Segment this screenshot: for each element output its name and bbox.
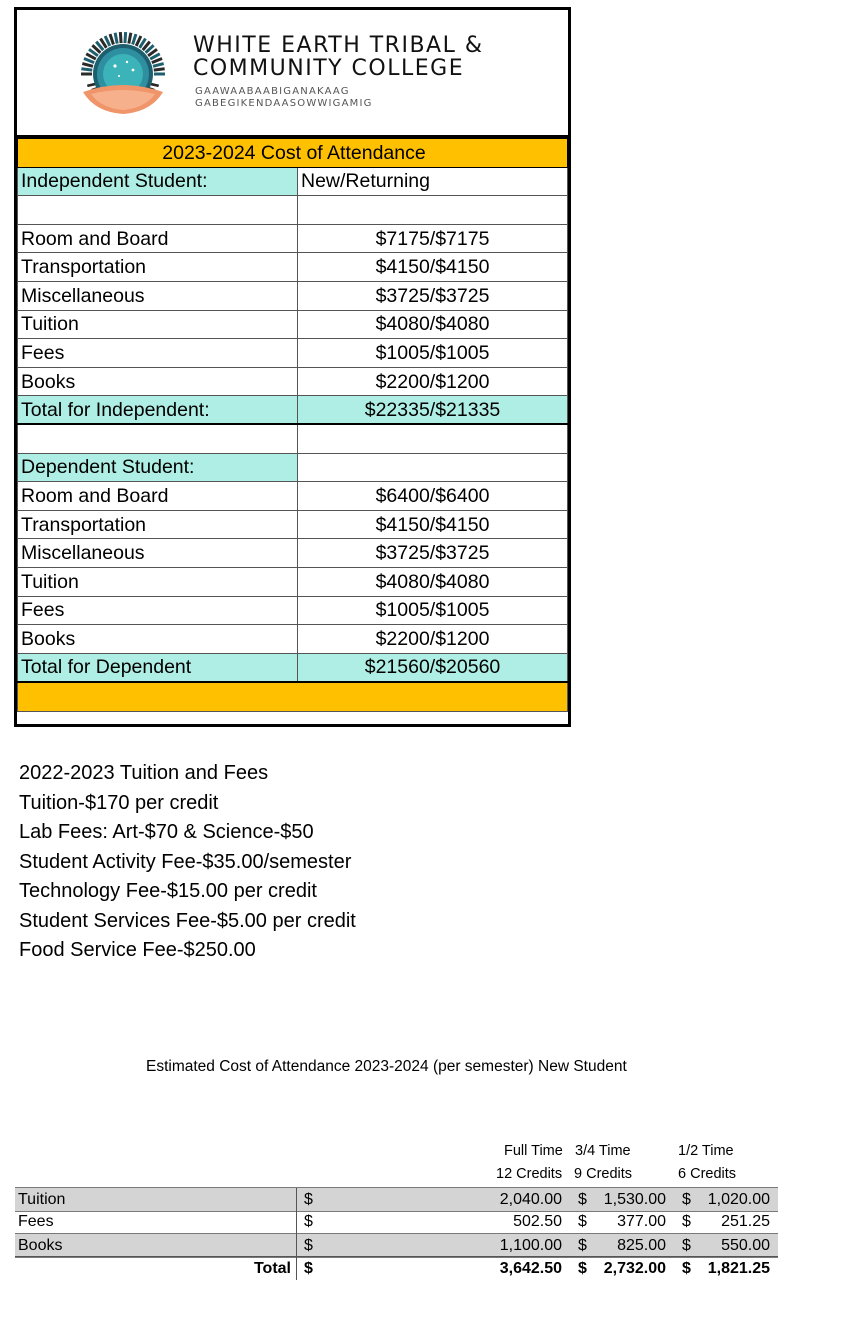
table-row <box>18 339 568 368</box>
table-row <box>18 596 568 625</box>
college-name-line1: WHITE EARTH TRIBAL & <box>193 33 484 58</box>
row-label: Transportation <box>18 510 298 539</box>
cost-of-attendance-sheet <box>14 7 571 727</box>
independent-total-label: Total for Independent: <box>18 396 298 425</box>
row-label: Tuition <box>18 310 298 339</box>
row-value: $2200/$1200 <box>298 367 568 396</box>
fee-note: Tuition-$170 per credit <box>19 791 219 814</box>
logo-ray <box>120 32 121 43</box>
row-label: Room and Board <box>18 482 298 511</box>
new-returning-header: New/Returning <box>298 167 568 196</box>
currency-symbol: $ <box>578 1237 587 1254</box>
logo-ray <box>87 84 95 86</box>
table-row <box>18 510 568 539</box>
independent-total-row <box>18 396 568 425</box>
table-row <box>18 224 568 253</box>
half-time-credits: 6 Credits <box>678 1166 737 1182</box>
table-row <box>15 1187 778 1212</box>
row-value: $2200/$1200 <box>298 625 568 654</box>
table-row <box>18 567 568 596</box>
currency-symbol: $ <box>304 1237 313 1254</box>
logo-ray <box>110 34 113 44</box>
logo-ray <box>152 59 162 63</box>
fee-note: Student Activity Fee-$35.00/semester <box>19 850 352 873</box>
row-label: Books <box>18 367 298 396</box>
row-value: $4150/$4150 <box>298 510 568 539</box>
independent-total-value: $22335/$21335 <box>298 396 568 425</box>
half-time-value: 550.00 <box>721 1237 770 1254</box>
row-label: Fees <box>18 339 298 368</box>
currency-symbol: $ <box>578 1191 587 1208</box>
logo-ray <box>81 69 92 70</box>
logo-ray <box>151 84 159 86</box>
currency-symbol: $ <box>304 1213 313 1230</box>
fee-notes-heading: 2022-2023 Tuition and Fees <box>19 762 269 784</box>
total-row <box>15 1256 778 1280</box>
row-label: Tuition <box>18 567 298 596</box>
college-header <box>17 10 568 138</box>
row-label: Fees <box>18 596 298 625</box>
full-time-credits: 12 Credits <box>496 1166 563 1182</box>
full-time-total: 3,642.50 <box>499 1260 562 1277</box>
logo-ray <box>115 33 117 44</box>
three-quarter-credits: 9 Credits <box>574 1166 633 1182</box>
table-title: 2023-2024 Cost of Attendance <box>18 139 568 168</box>
three-quarter-value: 1,530.00 <box>603 1191 666 1208</box>
independent-header: Independent Student: <box>18 167 298 196</box>
row-label: Room and Board <box>18 224 298 253</box>
fee-note: Technology Fee-$15.00 per credit <box>19 880 317 902</box>
table-row <box>18 310 568 339</box>
dependent-header-row <box>18 453 568 482</box>
currency-symbol: $ <box>682 1237 691 1254</box>
full-time-header: Full Time <box>504 1143 563 1159</box>
row-value: $4080/$4080 <box>298 310 568 339</box>
row-value: $3725/$3725 <box>298 539 568 568</box>
currency-symbol: $ <box>682 1191 691 1208</box>
table-row <box>18 539 568 568</box>
dependent-total-row <box>18 653 568 682</box>
three-quarter-time-header: 3/4 Time <box>575 1143 631 1159</box>
row-value: $4150/$4150 <box>298 253 568 282</box>
full-time-value: 1,100.00 <box>499 1237 562 1254</box>
logo-ray <box>84 59 94 63</box>
half-time-total: 1,821.25 <box>707 1260 770 1277</box>
dependent-total-label: Total for Dependent <box>18 653 298 682</box>
native-name-line1: GAAWAABAABIGANAKAAG <box>195 86 350 97</box>
three-quarter-value: 377.00 <box>617 1213 666 1230</box>
currency-symbol: $ <box>682 1213 691 1230</box>
logo-ray <box>129 33 131 44</box>
row-label: Miscellaneous <box>18 539 298 568</box>
college-name-line2: COMMUNITY COLLEGE <box>193 56 465 81</box>
row-value: $1005/$1005 <box>298 596 568 625</box>
fee-note: Food Service Fee-$250.00 <box>19 939 256 961</box>
fee-note: Student Services Fee-$5.00 per credit <box>19 909 356 932</box>
logo-ray <box>154 69 165 70</box>
row-label: Miscellaneous <box>18 281 298 310</box>
table-row <box>15 1210 778 1233</box>
logo-ray <box>125 32 126 43</box>
currency-symbol: $ <box>578 1260 587 1277</box>
row-value: $7175/$7175 <box>298 224 568 253</box>
cost-table <box>17 138 568 712</box>
half-time-value: 1,020.00 <box>707 1191 770 1208</box>
row-value: $4080/$4080 <box>298 567 568 596</box>
full-time-value: 2,040.00 <box>499 1191 562 1208</box>
table-footer-bar <box>18 682 568 712</box>
table-row <box>18 367 568 396</box>
logo-ray <box>153 64 164 67</box>
college-logo-icon <box>61 30 191 120</box>
dependent-header: Dependent Student: <box>18 453 298 482</box>
full-time-value: 502.50 <box>513 1213 562 1230</box>
table-row <box>18 281 568 310</box>
native-name-line2: GABEGIKENDAASOWWIGAMIG <box>195 98 373 109</box>
currency-symbol: $ <box>304 1260 313 1277</box>
row-value: $1005/$1005 <box>298 339 568 368</box>
row-label: Tuition <box>18 1191 66 1208</box>
table-title-row <box>18 139 568 168</box>
college-native-name <box>195 86 373 110</box>
row-label: Books <box>18 1237 63 1254</box>
row-label: Fees <box>18 1213 54 1230</box>
estimate-title: Estimated Cost of Attendance 2023-2024 (per semester) New Student <box>146 1058 627 1075</box>
logo-ray <box>133 34 136 44</box>
table-row <box>18 482 568 511</box>
table-row <box>18 253 568 282</box>
half-time-value: 251.25 <box>721 1213 770 1230</box>
row-value: $3725/$3725 <box>298 281 568 310</box>
total-label: Total <box>253 1260 291 1277</box>
column-divider <box>296 1188 297 1280</box>
table-row <box>15 1233 778 1258</box>
table-row <box>18 625 568 654</box>
currency-symbol: $ <box>682 1260 691 1277</box>
blank-row <box>18 424 568 453</box>
half-time-header: 1/2 Time <box>678 1143 734 1159</box>
fee-note: Lab Fees: Art-$70 & Science-$50 <box>19 821 314 843</box>
currency-symbol: $ <box>578 1213 587 1230</box>
three-quarter-value: 825.00 <box>617 1237 666 1254</box>
independent-header-row <box>18 167 568 196</box>
logo-ray <box>82 64 93 67</box>
tuition-fees-notes <box>19 759 356 966</box>
blank-row <box>18 196 568 225</box>
dependent-total-value: $21560/$20560 <box>298 653 568 682</box>
row-label: Books <box>18 625 298 654</box>
row-value: $6400/$6400 <box>298 482 568 511</box>
three-quarter-total: 2,732.00 <box>603 1260 666 1277</box>
currency-symbol: $ <box>304 1191 313 1208</box>
college-name <box>193 34 484 80</box>
row-label: Transportation <box>18 253 298 282</box>
